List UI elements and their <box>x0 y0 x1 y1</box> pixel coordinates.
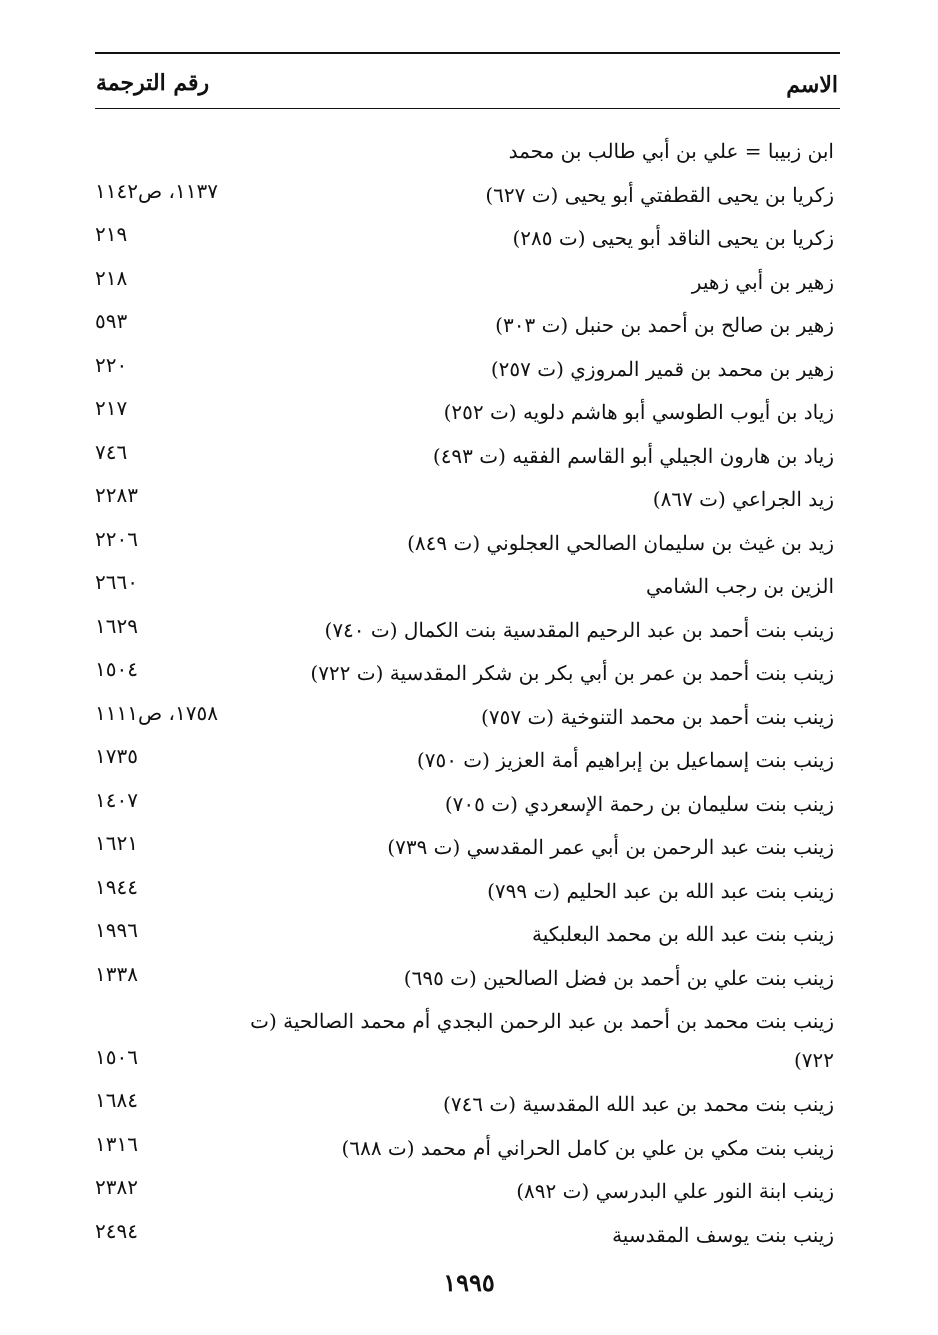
entry-name: زينب بنت أحمد بن عبد الرحيم المقدسية بنت الكمال (ت ٧٤٠) <box>324 617 834 642</box>
entry-number: ١٩٩٦ <box>95 918 138 942</box>
header-rule <box>95 108 840 109</box>
entry-name: زكريا بن يحيى الناقد أبو يحيى (ت ٢٨٥) <box>512 226 834 250</box>
entry-number: ١٣١٦ <box>95 1131 138 1156</box>
index-entry <box>95 1123 840 1167</box>
entry-name: زينب بنت مكي بن علي بن كامل الحراني أم محمد (ت ٦٨٨) <box>341 1135 834 1160</box>
index-entry <box>95 648 840 692</box>
entry-name: الزين بن رجب الشامي <box>646 574 834 598</box>
index-entry <box>95 1210 840 1254</box>
entry-name: زيد الجراعي (ت ٨٦٧) <box>652 487 834 511</box>
index-entry <box>95 126 840 170</box>
entry-name: زينب بنت إسماعيل بن إبراهيم أمة العزيز (ت ٧٥٠) <box>416 748 834 772</box>
entry-number: ٢٣٨٢ <box>95 1175 138 1199</box>
index-entry <box>95 170 840 214</box>
index-entry <box>95 735 840 779</box>
entry-name: زينب بنت أحمد بن عمر بن أبي بكر بن شكر المقدسية (ت ٧٢٢) <box>310 661 834 685</box>
entry-name: زينب بنت علي بن أحمد بن فضل الصالحين (ت ٦٩٥) <box>403 965 834 990</box>
index-entry <box>95 822 840 866</box>
entry-name: زينب ابنة النور علي البدرسي (ت ٨٩٢) <box>516 1179 834 1203</box>
entry-number: ٢٢٠٦ <box>95 526 138 551</box>
entry-number: ١٧٣٥ <box>95 744 138 768</box>
entry-number: ١٦٢١ <box>95 831 138 855</box>
index-entry <box>95 692 840 736</box>
entry-number: ٧٤٦ <box>95 439 128 464</box>
entry-number: ١٥٠٤ <box>95 657 138 681</box>
entry-number: ٢١٧ <box>95 396 128 420</box>
entry-name: زينب بنت عبد الرحمن بن أبي عمر المقدسي (ت ٧٣٩) <box>387 835 834 859</box>
index-entry <box>95 300 840 344</box>
entry-name: ابن زبيبا = علي بن أبي طالب بن محمد <box>508 139 834 163</box>
entry-name: زكريا بن يحيى القطفتي أبو يحيى (ت ٦٢٧) <box>485 182 834 207</box>
index-entry <box>95 474 840 518</box>
entry-name: زهير بن صالح بن أحمد بن حنبل (ت ٣٠٣) <box>495 313 834 337</box>
entry-name: زهير بن محمد بن قمير المروزي (ت ٢٥٧) <box>490 356 834 381</box>
entry-number: ١٣٣٨ <box>95 961 138 986</box>
entry-number: ٢٢٠ <box>95 352 128 377</box>
index-entry <box>95 518 840 562</box>
index-entry <box>95 909 840 953</box>
index-entry <box>95 387 840 431</box>
index-entry <box>95 344 840 388</box>
index-entry <box>95 257 840 301</box>
index-entry <box>95 953 840 997</box>
index-entry <box>95 561 840 605</box>
index-entries <box>95 126 840 1253</box>
column-header-name: الاسم <box>786 72 838 98</box>
index-entry <box>95 605 840 649</box>
entry-number: ١٧٥٨، ص١١١١ <box>95 700 218 725</box>
page-number: ١٩٩٥ <box>443 1268 495 1297</box>
column-header-number: رقم الترجمة <box>96 70 210 96</box>
index-entry <box>95 1079 840 1123</box>
index-entry <box>95 213 840 257</box>
entry-number: ١٥٠٦ <box>95 1045 138 1069</box>
index-entry <box>95 431 840 475</box>
entry-number: ٢٢٨٣ <box>95 483 138 507</box>
entry-name: زياد بن أيوب الطوسي أبو هاشم دلويه (ت ٢٥٢) <box>443 400 834 424</box>
entry-number: ١٩٤٤ <box>95 874 138 899</box>
entry-number: ١٦٢٩ <box>95 613 138 638</box>
entry-number: ١١٣٧، ص١١٤٢ <box>95 178 218 203</box>
index-entry <box>95 996 840 1079</box>
entry-number: ٢٦٦٠ <box>95 570 138 594</box>
top-rule <box>95 52 840 54</box>
entry-number: ٢٤٩٤ <box>95 1218 138 1243</box>
entry-name: زياد بن هارون الجيلي أبو القاسم الفقيه (ت ٤٩٣) <box>432 443 834 468</box>
entry-number: ١٦٨٤ <box>95 1088 138 1112</box>
entry-name: زينب بنت أحمد بن محمد التنوخية (ت ٧٥٧) <box>481 704 834 729</box>
entry-name: زيد بن غيث بن سليمان الصالحي العجلوني (ت ٨٤٩) <box>407 530 834 555</box>
entry-name: زينب بنت عبد الله بن عبد الحليم (ت ٧٩٩) <box>487 878 834 903</box>
entry-name: زينب بنت محمد بن أحمد بن عبد الرحمن البجدي أم محمد الصالحية (ت ٧٢٢) <box>250 1009 834 1072</box>
entry-number: ٢١٨ <box>95 265 128 290</box>
index-entry <box>95 1166 840 1210</box>
entry-number: ٢١٩ <box>95 222 128 246</box>
entry-number: ١٤٠٧ <box>95 787 138 812</box>
index-entry <box>95 779 840 823</box>
entry-name: زينب بنت محمد بن عبد الله المقدسية (ت ٧٤٦) <box>443 1092 834 1116</box>
entry-name: زهير بن أبي زهير <box>691 269 834 294</box>
index-entry <box>95 866 840 910</box>
entry-number: ٥٩٣ <box>95 309 128 333</box>
entry-name: زينب بنت سليمان بن رحمة الإسعردي (ت ٧٠٥) <box>444 791 834 816</box>
entry-name: زينب بنت عبد الله بن محمد البعلبكية <box>531 922 834 946</box>
entry-name: زينب بنت يوسف المقدسية <box>612 1222 834 1247</box>
